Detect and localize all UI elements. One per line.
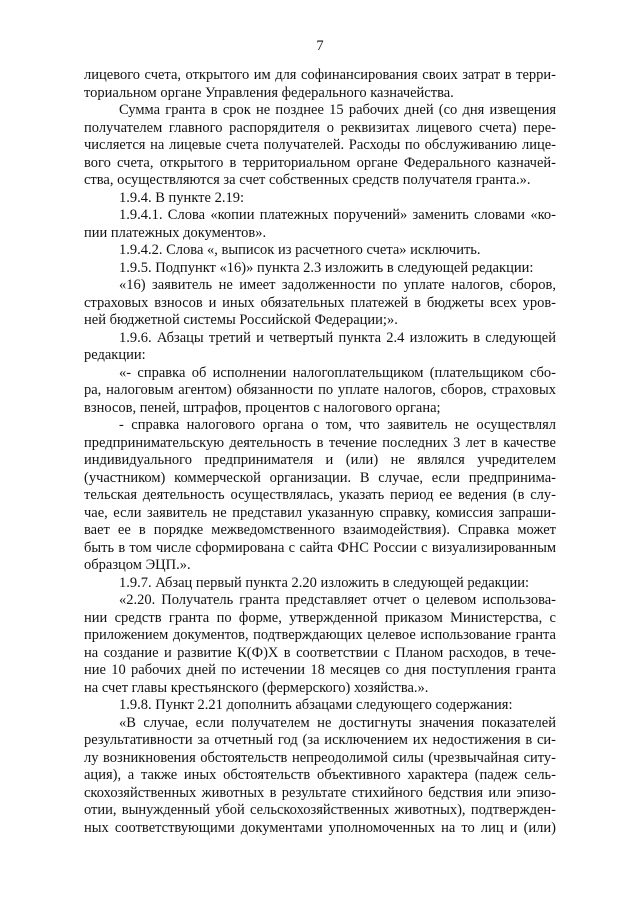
text-line: Сумма гранта в срок не позднее 15 рабочих дней (со дня извещения xyxy=(119,102,556,118)
text-line: «2.20. Получатель гранта представляет отчет о целевом использова- xyxy=(119,592,556,608)
text-line: вает ее в порядке межведомственного взаимодействия). Справка может xyxy=(84,522,556,538)
text-line: «В случае, если получателем не достигнуты значения показателей xyxy=(119,714,556,731)
text-line: лицевого счета, открытого им для софинансирования своих затрат в терри- xyxy=(84,67,556,83)
text-line: вого счета, открытого в территориальном органе Федерального казначей- xyxy=(84,154,556,171)
text-line: числяется на лицевые счета получателей. Расходы по обслуживанию лице- xyxy=(84,137,556,153)
text-line: чае, если заявитель не представил указанную справку, комиссия запраши- xyxy=(84,504,556,521)
text-line: 1.9.6. Абзацы третий и четвертый пункта 2.4 изложить в следующей xyxy=(119,329,556,346)
text-line: 1.9.4. В пункте 2.19: xyxy=(119,189,244,206)
text-line: 1.9.7. Абзац первый пункта 2.20 изложить в следующей редакции: xyxy=(119,574,529,591)
text-line: «- справка об исполнении налогоплательщиком (плательщиком сбо- xyxy=(119,364,556,381)
text-line: - справка налогового органа о том, что заявитель не осуществлял xyxy=(119,417,556,433)
text-line: ация), а также иных обстоятельств объективного характера (падеж сель- xyxy=(84,767,556,783)
text-line: пии платежных документов». xyxy=(84,224,267,241)
text-line: отии, вынужденный убой сельскохозяйственных животных), подтвержден- xyxy=(84,802,556,818)
text-line: ра, налоговым агентом) обязанности по уплате налогов, сборов, страховых xyxy=(84,382,556,398)
text-line: страховых взносов и иных обязательных платежей в бюджеты всех уров- xyxy=(84,294,556,311)
text-line: приложением документов, подтверждающих целевое использование гранта xyxy=(84,627,556,643)
text-line: редакции: xyxy=(84,347,146,363)
text-line: (участником) коммерческой организации. В случае, если предпринима- xyxy=(84,469,556,486)
text-line: тельская деятельность осуществлялась, указать период ее ведения (в слу- xyxy=(84,487,556,503)
text-line: 1.9.8. Пункт 2.21 дополнить абзацами следующего содержания: xyxy=(119,697,513,713)
text-line: 1.9.5. Подпункт «16)» пункта 2.3 изложить в следующей редакции: xyxy=(119,259,534,276)
page-number: 7 xyxy=(316,38,324,54)
text-line: 1.9.4.1. Слова «копии платежных поручений» заменить словами «ко- xyxy=(119,207,556,223)
text-line: быть в том числе сформирована с сайта ФНС России с визуализированным xyxy=(84,539,556,556)
text-line: взносов, пеней, штрафов, процентов с налогового органа; xyxy=(84,399,441,416)
text-line: ных соответствующими документами уполномоченных на то лиц и (или) xyxy=(84,819,556,836)
text-line: лу возникновения обстоятельств непреодолимой силы (чрезвычайная ситу- xyxy=(84,749,556,766)
text-line: образцом ЭЦП.». xyxy=(84,557,191,573)
text-line: результативности за отчетный год (за исключением их недостижения в си- xyxy=(84,732,556,748)
text-line: на создание и развитие К(Ф)Х в соответствии с Планом расходов, в тече- xyxy=(84,644,556,661)
text-line: предпринимательскую деятельность в течение последних 3 лет в качестве xyxy=(84,434,556,451)
text-line: получателем главного распорядителя о реквизитах лицевого счета) пере- xyxy=(84,119,556,136)
text-line: «16) заявитель не имеет задолженности по уплате налогов, сборов, xyxy=(119,277,556,293)
text-line: ние 10 рабочих дней по истечении 18 месяцев со дня поступления гранта xyxy=(84,662,556,678)
text-line: 1.9.4.2. Слова «, выписок из расчетного счета» исключить. xyxy=(119,242,481,258)
text-line: ториальном органе Управления федерального казначейства. xyxy=(84,84,454,101)
text-line: скохозяйственных животных в результате стихийного бедствия или эпизо- xyxy=(84,784,556,801)
text-line: на счет главы крестьянского (фермерского) хозяйства.». xyxy=(84,679,429,696)
text-line: ней бюджетной системы Российской Федерации;». xyxy=(84,312,398,328)
text-line: ства, осуществляются за счет собственных средств получателя гранта.». xyxy=(84,172,531,188)
text-line: индивидуального предпринимателя и (или) не являлся учредителем xyxy=(84,452,556,468)
text-line: нии средств гранта по форме, утвержденной приказом Министерства, с xyxy=(84,609,556,626)
